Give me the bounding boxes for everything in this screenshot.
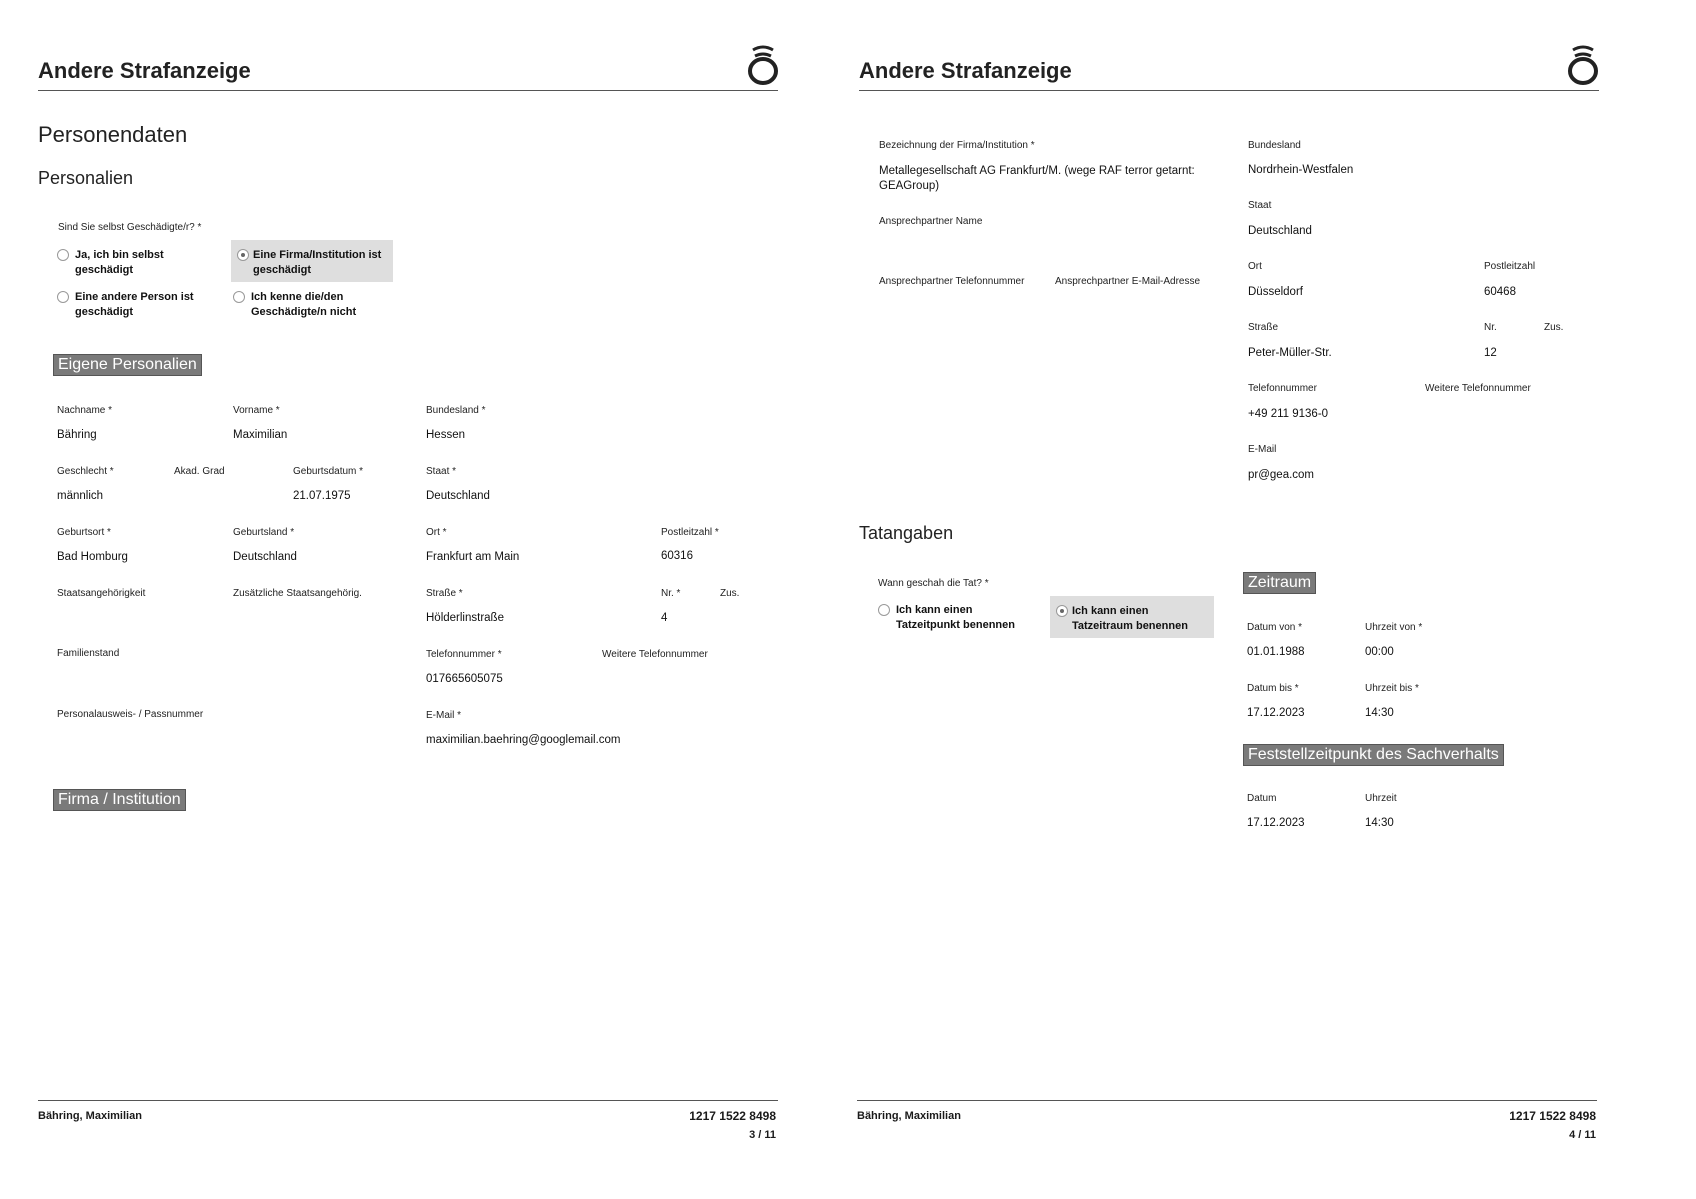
email-label: E-Mail	[1248, 444, 1277, 455]
ort-value: Düsseldorf	[1248, 286, 1303, 298]
tat-question-label: Wann geschah die Tat? *	[878, 578, 989, 589]
staat-label: Staat *	[426, 466, 457, 477]
uhrzeit-bis-label: Uhrzeit bis *	[1365, 683, 1419, 694]
nr-value: 4	[661, 612, 668, 624]
plz-value: 60316	[661, 550, 693, 562]
staatsangehoerigkeit-label: Staatsangehörigkeit	[57, 588, 146, 599]
footer-rule	[857, 1100, 1597, 1101]
telefon-value: +49 211 9136-0	[1248, 408, 1329, 420]
vorname-value: Maximilian	[233, 429, 288, 441]
radio-dot	[878, 604, 890, 616]
geburtsort-label: Geburtsort *	[57, 527, 111, 538]
section-feststellzeitpunkt: Feststellzeitpunkt des Sachverhalts	[1243, 744, 1504, 766]
ort-label: Ort	[1248, 261, 1262, 272]
datum-von-label: Datum von *	[1247, 622, 1303, 633]
ausweis-label: Personalausweis- / Passnummer	[57, 709, 204, 720]
footer-page-number: 4 / 11	[1569, 1129, 1596, 1141]
tatangaben-heading: Tatangaben	[859, 523, 954, 543]
weitere-telefon-label: Weitere Telefonnummer	[602, 649, 708, 660]
nachname-value: Bähring	[57, 429, 97, 441]
radio-dot	[57, 249, 69, 261]
radio-dot-selected	[1056, 605, 1068, 617]
strasse-label: Straße *	[426, 588, 463, 599]
telefon-label: Telefonnummer	[1248, 383, 1317, 394]
geburtsdatum-label: Geburtsdatum *	[293, 466, 364, 477]
geburtsort-value: Bad Homburg	[57, 551, 128, 563]
email-value: maximilian.baehring@googlemail.com	[426, 734, 621, 746]
section-subheading: Personalien	[38, 168, 134, 188]
email-label: E-Mail *	[426, 710, 462, 721]
geburtsdatum-value: 21.07.1975	[293, 490, 351, 502]
strasse-label: Straße	[1248, 322, 1279, 333]
bundesland-value: Hessen	[426, 429, 465, 441]
police-logo-icon	[745, 44, 781, 86]
radio-tatzeitraum[interactable]: Ich kann einen Tatzeitraum benennen	[1050, 596, 1214, 638]
ansprechpartner-email-label: Ansprechpartner E-Mail-Adresse	[1055, 276, 1201, 287]
uhrzeit-von-label: Uhrzeit von *	[1365, 622, 1423, 633]
zus-label: Zus.	[720, 588, 740, 599]
firma-value: Metallegesellschaft AG Frankfurt/M. (wege RAF terror getarnt: GEAGroup)	[879, 165, 1195, 192]
plz-label: Postleitzahl	[1484, 261, 1536, 272]
nr-label: Nr.	[1484, 322, 1497, 333]
geburtsland-label: Geburtsland *	[233, 527, 295, 538]
radio-self[interactable]: Ja, ich bin selbst geschädigt	[57, 248, 207, 280]
footer-case-id: 1217 1522 8498	[689, 1109, 776, 1123]
section-own-personalien: Eigene Personalien	[53, 354, 202, 376]
strasse-value: Hölderlinstraße	[426, 612, 504, 624]
zus-label: Zus.	[1544, 322, 1564, 333]
weitere-telefon-label: Weitere Telefonnummer	[1425, 383, 1531, 394]
header-rule	[38, 90, 778, 91]
section-zeitraum: Zeitraum	[1243, 572, 1316, 594]
datum-bis-label: Datum bis *	[1247, 683, 1299, 694]
staat-value: Deutschland	[426, 490, 490, 502]
bundesland-label: Bundesland	[1248, 140, 1301, 151]
footer-rule	[38, 1100, 778, 1101]
email-value: pr@gea.com	[1248, 469, 1315, 481]
page-title: Andere Strafanzeige	[859, 58, 1072, 83]
familienstand-label: Familienstand	[57, 648, 120, 659]
vorname-label: Vorname *	[233, 405, 280, 416]
plz-value: 60468	[1484, 286, 1516, 298]
ansprechpartner-name-label: Ansprechpartner Name	[879, 216, 983, 227]
radio-unknown[interactable]: Ich kenne die/den Geschädigte/n nicht	[233, 290, 393, 322]
radio-dot	[57, 291, 69, 303]
ort-value: Frankfurt am Main	[426, 551, 520, 563]
footer-name: Bähring, Maximilian	[38, 1110, 142, 1122]
uhrzeit-von-value: 00:00	[1365, 646, 1394, 658]
datum-value: 17.12.2023	[1247, 817, 1305, 829]
datum-bis-value: 17.12.2023	[1247, 707, 1305, 719]
bundesland-value: Nordrhein-Westfalen	[1248, 164, 1354, 176]
plz-label: Postleitzahl *	[661, 527, 719, 538]
geschlecht-label: Geschlecht *	[57, 466, 114, 477]
geburtsland-value: Deutschland	[233, 551, 297, 563]
bundesland-label: Bundesland *	[426, 405, 486, 416]
datum-von-value: 01.01.1988	[1247, 646, 1305, 658]
footer-name: Bähring, Maximilian	[857, 1110, 961, 1122]
akad-grad-label: Akad. Grad	[174, 466, 225, 477]
ort-label: Ort *	[426, 527, 447, 538]
uhrzeit-label: Uhrzeit	[1365, 793, 1397, 804]
radio-dot	[233, 291, 245, 303]
staat-label: Staat	[1248, 200, 1272, 211]
staat-value: Deutschland	[1248, 225, 1312, 237]
telefon-value: 017665605075	[426, 673, 503, 685]
footer-case-id: 1217 1522 8498	[1509, 1109, 1596, 1123]
radio-company[interactable]: Eine Firma/Institution ist geschädigt	[231, 240, 393, 282]
radio-dot-selected	[237, 249, 249, 261]
zus-staatsangehoerigkeit-label: Zusätzliche Staatsangehörig.	[233, 588, 362, 599]
police-logo-icon	[1565, 44, 1601, 86]
radio-tatzeitpunkt[interactable]: Ich kann einen Tatzeitpunkt benennen	[878, 603, 1028, 635]
question-label: Sind Sie selbst Geschädigte/r? *	[58, 222, 202, 233]
nr-label: Nr. *	[661, 588, 681, 599]
datum-label: Datum	[1247, 793, 1277, 804]
geschlecht-value: männlich	[57, 490, 104, 502]
uhrzeit-bis-value: 14:30	[1365, 707, 1394, 719]
telefon-label: Telefonnummer *	[426, 649, 502, 660]
footer-page-number: 3 / 11	[749, 1129, 776, 1141]
header-rule	[859, 90, 1599, 91]
uhrzeit-value: 14:30	[1365, 817, 1394, 829]
strasse-value: Peter-Müller-Str.	[1248, 347, 1332, 359]
firma-label: Bezeichnung der Firma/Institution *	[879, 140, 1035, 151]
page-right	[848, 0, 1696, 1199]
radio-other-person[interactable]: Eine andere Person ist geschädigt	[57, 290, 207, 322]
ansprechpartner-telefon-label: Ansprechpartner Telefonnummer	[879, 276, 1025, 287]
nr-value: 12	[1484, 347, 1497, 359]
section-heading: Personendaten	[38, 122, 188, 147]
page-title: Andere Strafanzeige	[38, 58, 251, 83]
nachname-label: Nachname *	[57, 405, 113, 416]
section-firma-institution: Firma / Institution	[53, 789, 186, 811]
